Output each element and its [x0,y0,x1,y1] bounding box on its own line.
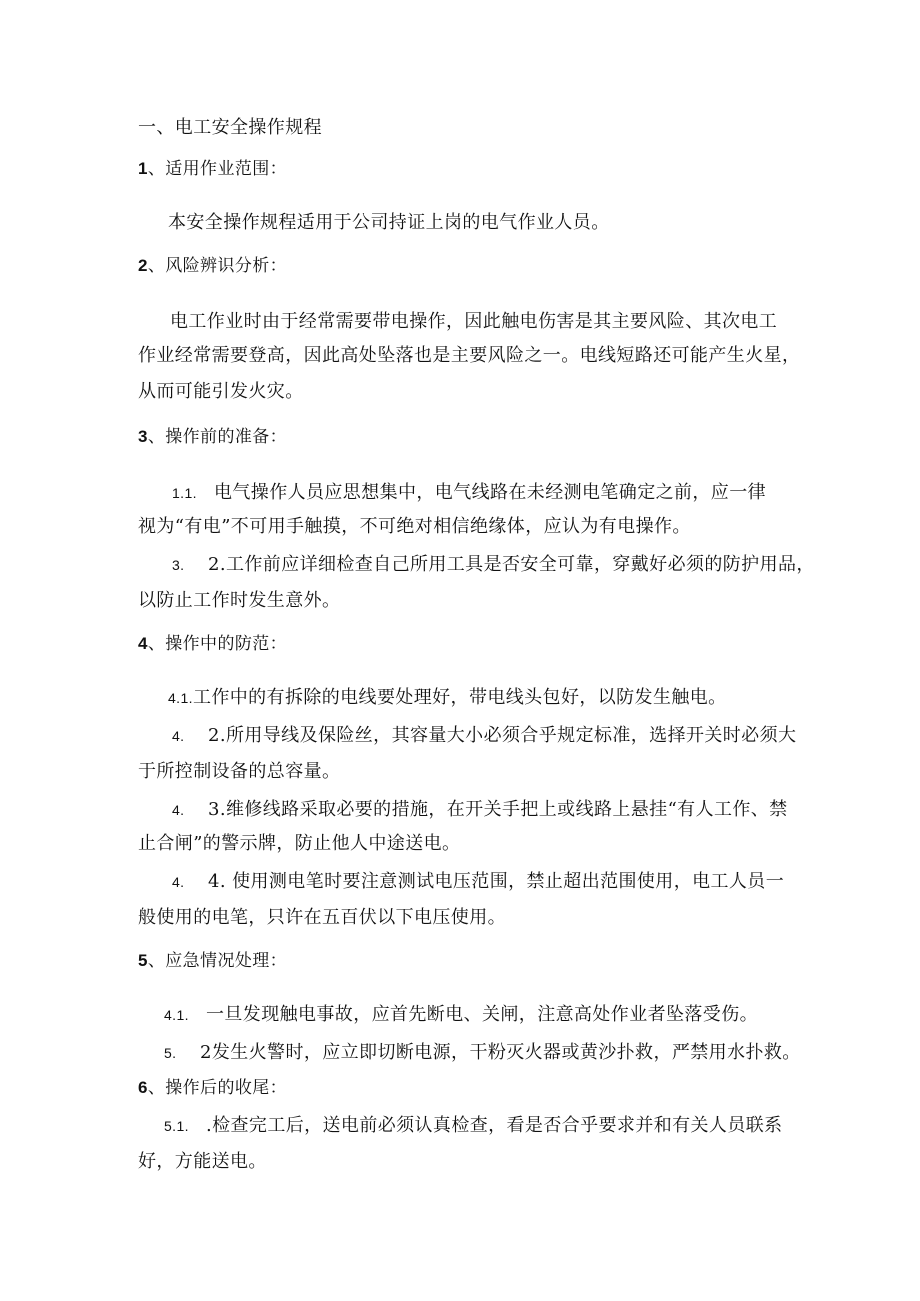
item-text: 工作中的有拆除的电线要处理好，带电线头包好，以防发生触电。 [192,687,727,708]
section-number: 2 [138,256,148,275]
section-heading-6 [138,1076,287,1100]
item-text: 2发生火警时，应立即切断电源，干粉灭火器或黄沙扑救，严禁用水扑救。 [200,1042,801,1063]
section-heading-3 [138,425,287,449]
item-number: 3. [172,557,185,573]
section-title: 、操作后的收尾： [147,1078,288,1098]
section-number: 4 [138,634,148,653]
paragraph-line: 作业经常需要登高，因此高处坠落也是主要风险之一。电线短路还可能产生火星， [138,345,801,366]
section-number: 3 [138,427,148,446]
item-number: 5. [164,1045,177,1061]
list-item-line [164,1003,758,1027]
item-text: 2.工作前应详细检查自己所用工具是否安全可靠，穿戴好必须的防护用品， [208,554,815,575]
item-text: 电气操作人员应思想集中，电气线路在未经测电笔确定之前，应一律 [214,482,766,503]
list-item-line: 止合闸”的警示牌，防止他人中途送电。 [138,833,461,854]
list-item-line: 视为“有电”不可用手触摸，不可绝对相信绝缘体，应认为有电操作。 [138,516,691,537]
section-title: 、适用作业范围： [147,159,288,179]
paragraph-line: 从而可能引发火灾。 [138,381,304,402]
list-item-line: 般使用的电笔，只许在五百伏以下电压使用。 [138,907,506,928]
item-text: 一旦发现触电事故，应首先断电、关闸，注意高处作业者坠落受伤。 [206,1004,758,1025]
section-heading-2 [138,254,287,278]
section-number: 6 [138,1078,148,1097]
section-title: 、操作前的准备： [147,427,288,447]
section-title: 、操作中的防范： [147,634,288,654]
list-item-line [172,724,796,748]
item-number: 4.1. [164,1007,189,1023]
item-number: 5.1. [164,1118,189,1134]
section-heading-1 [138,157,287,181]
list-item-line [172,870,784,894]
section-title: 、风险辨识分析： [147,256,288,276]
item-text: 3.维修线路采取必要的措施，在开关手把上或线路上悬挂“有人工作、禁 [208,799,788,820]
document-title: 一、电工安全操作规程 [138,117,322,138]
item-number: 4.1. [168,690,193,706]
item-number: 4. [172,874,185,890]
item-number: 1.1. [172,485,197,501]
item-number: 4. [172,728,185,744]
list-item-line: 以防止工作时发生意外。 [138,590,341,611]
list-item-line: 好，方能送电。 [138,1151,267,1172]
section-heading-4 [138,632,287,656]
list-item-line [172,798,788,822]
item-number: 4. [172,802,185,818]
list-item-line [164,1114,783,1138]
section-number: 1 [138,159,148,178]
item-text: 2.所用导线及保险丝，其容量大小必须合乎规定标准，选择开关时必须大 [208,725,797,746]
item-text: .检查完工后，送电前必须认真检查，看是否合乎要求并和有关人员联系 [206,1115,783,1136]
list-item-line: 于所控制设备的总容量。 [138,761,341,782]
section-number: 5 [138,951,148,970]
paragraph-line: 本安全操作规程适用于公司持证上岗的电气作业人员。 [168,212,610,233]
item-text: 4. 使用测电笔时要注意测试电压范围，禁止超出范围使用，电工人员一 [208,871,785,892]
list-item-line [172,553,815,577]
list-item-line [168,686,727,710]
list-item-line [164,1041,801,1065]
paragraph-line: 电工作业时由于经常需要带电操作，因此触电伤害是其主要风险、其次电工 [170,311,778,332]
list-item-line [172,481,766,505]
section-title: 、应急情况处理： [147,951,288,971]
section-heading-5 [138,949,287,973]
